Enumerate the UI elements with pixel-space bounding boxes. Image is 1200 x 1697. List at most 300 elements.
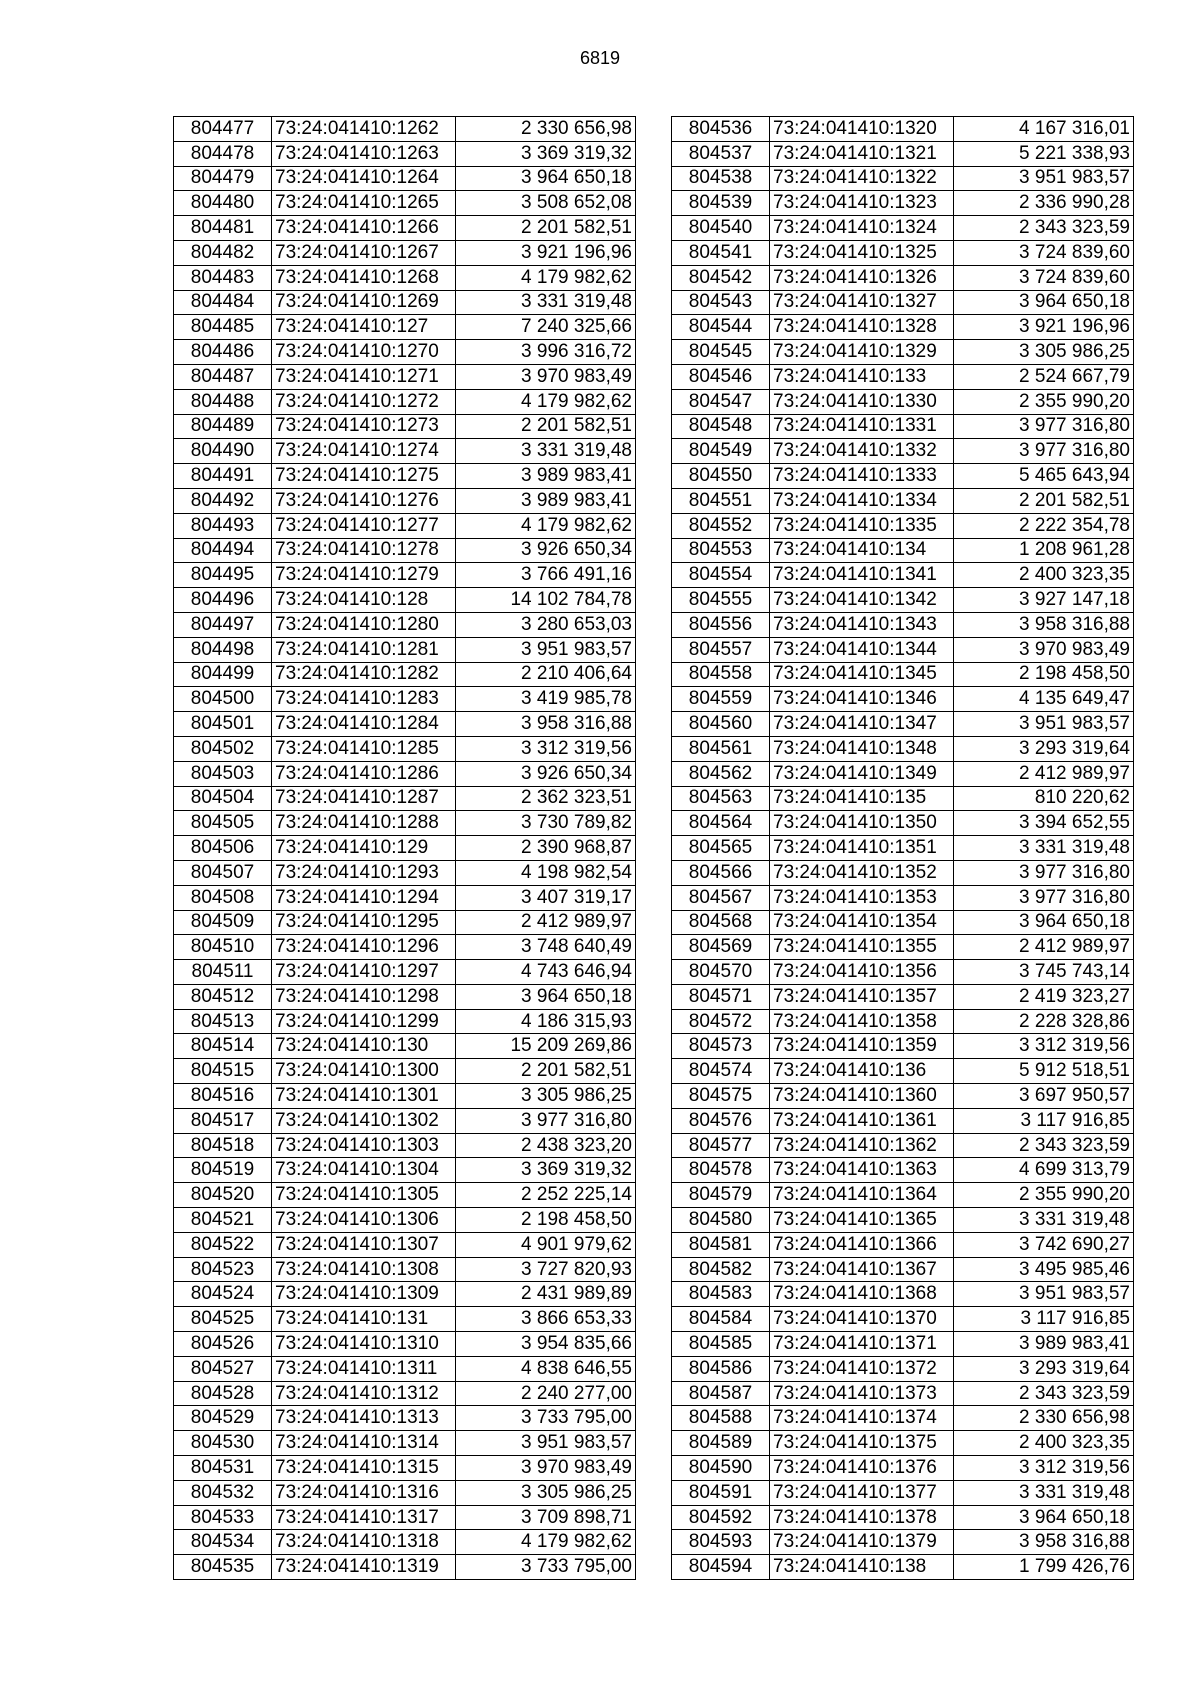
table-row [672,1208,1134,1233]
cadastral-number-cell: 73:24:041410:1329 [770,340,954,365]
cadastral-number-cell: 73:24:041410:1343 [770,612,954,637]
value-cell: 2 355 990,20 [954,389,1134,414]
cadastral-number-cell: 73:24:041410:1379 [770,1530,954,1555]
cadastral-number-cell: 73:24:041410:1355 [770,935,954,960]
table-row [174,1133,636,1158]
value-cell: 5 465 643,94 [954,464,1134,489]
row-number-cell: 804562 [672,761,770,786]
table-row [672,736,1134,761]
cadastral-number-cell: 73:24:041410:1310 [272,1332,456,1357]
value-cell: 3 312 319,56 [456,736,636,761]
cadastral-number-cell: 73:24:041410:129 [272,836,456,861]
cadastral-number-cell: 73:24:041410:1333 [770,464,954,489]
value-cell: 3 951 983,57 [954,1282,1134,1307]
row-number-cell: 804541 [672,240,770,265]
table-row [672,1133,1134,1158]
value-cell: 3 724 839,60 [954,265,1134,290]
row-number-cell: 804527 [174,1356,272,1381]
table-row [174,761,636,786]
row-number-cell: 804548 [672,414,770,439]
value-cell: 2 355 990,20 [954,1183,1134,1208]
row-number-cell: 804504 [174,786,272,811]
row-number-cell: 804493 [174,513,272,538]
value-cell: 3 697 950,57 [954,1084,1134,1109]
row-number-cell: 804495 [174,563,272,588]
cadastral-number-cell: 73:24:041410:134 [770,538,954,563]
table-row [174,1381,636,1406]
row-number-cell: 804510 [174,935,272,960]
cadastral-number-cell: 73:24:041410:1362 [770,1133,954,1158]
value-cell: 3 369 319,32 [456,141,636,166]
value-cell: 3 866 653,33 [456,1307,636,1332]
row-number-cell: 804584 [672,1307,770,1332]
value-cell: 3 331 319,48 [954,1480,1134,1505]
value-cell: 810 220,62 [954,786,1134,811]
registry-table-right-body [672,117,1134,1580]
row-number-cell: 804592 [672,1505,770,1530]
cadastral-number-cell: 73:24:041410:1270 [272,340,456,365]
table-row [174,836,636,861]
value-cell: 3 709 898,71 [456,1505,636,1530]
value-cell: 2 210 406,64 [456,662,636,687]
cadastral-number-cell: 73:24:041410:1371 [770,1332,954,1357]
row-number-cell: 804590 [672,1456,770,1481]
table-row [174,1257,636,1282]
row-number-cell: 804587 [672,1381,770,1406]
row-number-cell: 804583 [672,1282,770,1307]
cadastral-number-cell: 73:24:041410:1328 [770,315,954,340]
value-cell: 3 951 983,57 [456,637,636,662]
table-row [174,464,636,489]
table-row [174,786,636,811]
value-cell: 2 201 582,51 [456,414,636,439]
value-cell: 3 733 795,00 [456,1406,636,1431]
row-number-cell: 804477 [174,117,272,142]
row-number-cell: 804571 [672,984,770,1009]
cadastral-number-cell: 73:24:041410:1296 [272,935,456,960]
row-number-cell: 804506 [174,836,272,861]
cadastral-number-cell: 73:24:041410:1316 [272,1480,456,1505]
value-cell: 2 201 582,51 [456,1059,636,1084]
row-number-cell: 804519 [174,1158,272,1183]
cadastral-number-cell: 73:24:041410:1374 [770,1406,954,1431]
row-number-cell: 804575 [672,1084,770,1109]
row-number-cell: 804573 [672,1034,770,1059]
table-row [174,687,636,712]
table-row [174,191,636,216]
row-number-cell: 804500 [174,687,272,712]
row-number-cell: 804534 [174,1530,272,1555]
value-cell: 3 745 743,14 [954,960,1134,985]
row-number-cell: 804484 [174,290,272,315]
cadastral-number-cell: 73:24:041410:1301 [272,1084,456,1109]
value-cell: 2 343 323,59 [954,216,1134,241]
cadastral-number-cell: 73:24:041410:1356 [770,960,954,985]
cadastral-number-cell: 73:24:041410:1275 [272,464,456,489]
cadastral-number-cell: 73:24:041410:1332 [770,439,954,464]
value-cell: 3 419 985,78 [456,687,636,712]
value-cell: 3 293 319,64 [954,736,1134,761]
value-cell: 3 748 640,49 [456,935,636,960]
row-number-cell: 804481 [174,216,272,241]
table-row [672,588,1134,613]
cadastral-number-cell: 73:24:041410:1281 [272,637,456,662]
value-cell: 3 312 319,56 [954,1456,1134,1481]
value-cell: 5 221 338,93 [954,141,1134,166]
cadastral-number-cell: 73:24:041410:1272 [272,389,456,414]
value-cell: 3 508 652,08 [456,191,636,216]
value-cell: 2 252 225,14 [456,1183,636,1208]
cadastral-number-cell: 73:24:041410:1264 [272,166,456,191]
page-number: 6819 [579,48,621,68]
table-row [174,1084,636,1109]
value-cell: 4 838 646,55 [456,1356,636,1381]
value-cell: 3 964 650,18 [954,1505,1134,1530]
table-row [174,910,636,935]
value-cell: 2 412 989,97 [954,935,1134,960]
value-cell: 3 964 650,18 [954,290,1134,315]
cadastral-number-cell: 73:24:041410:1370 [770,1307,954,1332]
cadastral-number-cell: 73:24:041410:1353 [770,885,954,910]
cadastral-number-cell: 73:24:041410:1285 [272,736,456,761]
row-number-cell: 804565 [672,836,770,861]
value-cell: 4 135 649,47 [954,687,1134,712]
cadastral-number-cell: 73:24:041410:1286 [272,761,456,786]
row-number-cell: 804487 [174,364,272,389]
cadastral-number-cell: 73:24:041410:1347 [770,712,954,737]
value-cell: 3 964 650,18 [456,166,636,191]
table-row [174,935,636,960]
table-row [672,513,1134,538]
cadastral-number-cell: 73:24:041410:1308 [272,1257,456,1282]
row-number-cell: 804498 [174,637,272,662]
value-cell: 3 331 319,48 [456,439,636,464]
table-row [672,439,1134,464]
cadastral-number-cell: 73:24:041410:1280 [272,612,456,637]
row-number-cell: 804577 [672,1133,770,1158]
row-number-cell: 804547 [672,389,770,414]
cadastral-number-cell: 73:24:041410:1378 [770,1505,954,1530]
value-cell: 3 989 983,41 [456,488,636,513]
value-cell: 4 186 315,93 [456,1009,636,1034]
row-number-cell: 804511 [174,960,272,985]
table-row [672,712,1134,737]
row-number-cell: 804480 [174,191,272,216]
table-row [174,984,636,1009]
cadastral-number-cell: 73:24:041410:1276 [272,488,456,513]
value-cell: 4 179 982,62 [456,1530,636,1555]
cadastral-number-cell: 73:24:041410:1278 [272,538,456,563]
value-cell: 2 412 989,97 [456,910,636,935]
cadastral-number-cell: 73:24:041410:1317 [272,1505,456,1530]
cadastral-number-cell: 73:24:041410:135 [770,786,954,811]
value-cell: 3 989 983,41 [954,1332,1134,1357]
cadastral-number-cell: 73:24:041410:1322 [770,166,954,191]
cadastral-number-cell: 73:24:041410:1263 [272,141,456,166]
table-row [672,563,1134,588]
value-cell: 3 977 316,80 [954,439,1134,464]
table-row [672,1406,1134,1431]
value-cell: 2 201 582,51 [456,216,636,241]
cadastral-number-cell: 73:24:041410:1326 [770,265,954,290]
value-cell: 2 343 323,59 [954,1133,1134,1158]
table-row [174,960,636,985]
row-number-cell: 804502 [174,736,272,761]
row-number-cell: 804544 [672,315,770,340]
row-number-cell: 804479 [174,166,272,191]
value-cell: 3 954 835,66 [456,1332,636,1357]
cadastral-number-cell: 73:24:041410:1327 [770,290,954,315]
cadastral-number-cell: 73:24:041410:1313 [272,1406,456,1431]
table-row [174,885,636,910]
table-row [174,662,636,687]
row-number-cell: 804558 [672,662,770,687]
value-cell: 2 524 667,79 [954,364,1134,389]
table-row [672,464,1134,489]
table-row [174,364,636,389]
cadastral-number-cell: 73:24:041410:133 [770,364,954,389]
value-cell: 2 201 582,51 [954,488,1134,513]
cadastral-number-cell: 73:24:041410:1324 [770,216,954,241]
row-number-cell: 804546 [672,364,770,389]
cadastral-number-cell: 73:24:041410:1348 [770,736,954,761]
table-row [174,1505,636,1530]
value-cell: 2 330 656,98 [456,117,636,142]
cadastral-number-cell: 73:24:041410:1279 [272,563,456,588]
row-number-cell: 804582 [672,1257,770,1282]
row-number-cell: 804482 [174,240,272,265]
table-row [174,811,636,836]
table-row [672,1158,1134,1183]
cadastral-number-cell: 73:24:041410:138 [770,1555,954,1580]
row-number-cell: 804514 [174,1034,272,1059]
row-number-cell: 804529 [174,1406,272,1431]
table-row [672,910,1134,935]
table-row [672,1356,1134,1381]
table-row [174,439,636,464]
row-number-cell: 804499 [174,662,272,687]
row-number-cell: 804550 [672,464,770,489]
table-row [174,1232,636,1257]
value-cell: 4 167 316,01 [954,117,1134,142]
value-cell: 3 117 916,85 [954,1307,1134,1332]
cadastral-number-cell: 73:24:041410:1346 [770,687,954,712]
row-number-cell: 804486 [174,340,272,365]
cadastral-number-cell: 73:24:041410:1309 [272,1282,456,1307]
value-cell: 3 331 319,48 [954,1208,1134,1233]
cadastral-number-cell: 73:24:041410:1341 [770,563,954,588]
table-row [174,1406,636,1431]
value-cell: 4 179 982,62 [456,513,636,538]
row-number-cell: 804516 [174,1084,272,1109]
table-row [174,1158,636,1183]
cadastral-number-cell: 73:24:041410:1288 [272,811,456,836]
row-number-cell: 804580 [672,1208,770,1233]
cadastral-number-cell: 73:24:041410:1359 [770,1034,954,1059]
table-row [174,1307,636,1332]
table-row [672,1381,1134,1406]
table-row [174,265,636,290]
row-number-cell: 804521 [174,1208,272,1233]
row-number-cell: 804559 [672,687,770,712]
table-row [672,364,1134,389]
table-row [174,1009,636,1034]
row-number-cell: 804572 [672,1009,770,1034]
row-number-cell: 804569 [672,935,770,960]
row-number-cell: 804526 [174,1332,272,1357]
value-cell: 2 198 458,50 [954,662,1134,687]
value-cell: 2 198 458,50 [456,1208,636,1233]
cadastral-number-cell: 73:24:041410:1314 [272,1431,456,1456]
cadastral-number-cell: 73:24:041410:1335 [770,513,954,538]
cadastral-number-cell: 73:24:041410:136 [770,1059,954,1084]
cadastral-number-cell: 73:24:041410:131 [272,1307,456,1332]
row-number-cell: 804505 [174,811,272,836]
value-cell: 3 742 690,27 [954,1232,1134,1257]
table-row [672,1530,1134,1555]
value-cell: 3 921 196,96 [456,240,636,265]
table-row [672,240,1134,265]
cadastral-number-cell: 73:24:041410:1300 [272,1059,456,1084]
value-cell: 1 799 426,76 [954,1555,1134,1580]
table-row [174,860,636,885]
value-cell: 4 179 982,62 [456,389,636,414]
cadastral-number-cell: 73:24:041410:1282 [272,662,456,687]
value-cell: 3 958 316,88 [954,1530,1134,1555]
cadastral-number-cell: 73:24:041410:1357 [770,984,954,1009]
value-cell: 3 921 196,96 [954,315,1134,340]
value-cell: 3 977 316,80 [954,885,1134,910]
row-number-cell: 804533 [174,1505,272,1530]
cadastral-number-cell: 73:24:041410:1265 [272,191,456,216]
row-number-cell: 804549 [672,439,770,464]
cadastral-number-cell: 73:24:041410:1294 [272,885,456,910]
row-number-cell: 804536 [672,117,770,142]
value-cell: 5 912 518,51 [954,1059,1134,1084]
cadastral-number-cell: 73:24:041410:1287 [272,786,456,811]
row-number-cell: 804523 [174,1257,272,1282]
cadastral-number-cell: 73:24:041410:1325 [770,240,954,265]
cadastral-number-cell: 73:24:041410:1351 [770,836,954,861]
row-number-cell: 804543 [672,290,770,315]
row-number-cell: 804574 [672,1059,770,1084]
table-row [174,1034,636,1059]
value-cell: 3 727 820,93 [456,1257,636,1282]
value-cell: 2 400 323,35 [954,1431,1134,1456]
value-cell: 3 970 983,49 [954,637,1134,662]
table-row [672,488,1134,513]
row-number-cell: 804515 [174,1059,272,1084]
table-row [174,1282,636,1307]
cadastral-number-cell: 73:24:041410:1304 [272,1158,456,1183]
cadastral-number-cell: 73:24:041410:127 [272,315,456,340]
table-row [672,191,1134,216]
table-row [672,538,1134,563]
row-number-cell: 804579 [672,1183,770,1208]
table-row [174,240,636,265]
value-cell: 2 222 354,78 [954,513,1134,538]
row-number-cell: 804589 [672,1431,770,1456]
row-number-cell: 804537 [672,141,770,166]
row-number-cell: 804553 [672,538,770,563]
table-row [174,414,636,439]
table-row [672,637,1134,662]
cadastral-number-cell: 73:24:041410:1295 [272,910,456,935]
table-row [174,513,636,538]
row-number-cell: 804520 [174,1183,272,1208]
table-row [672,141,1134,166]
value-cell: 2 438 323,20 [456,1133,636,1158]
table-row [672,340,1134,365]
value-cell: 4 743 646,94 [456,960,636,985]
cadastral-number-cell: 73:24:041410:1305 [272,1183,456,1208]
table-row [672,811,1134,836]
row-number-cell: 804576 [672,1108,770,1133]
cadastral-number-cell: 73:24:041410:1303 [272,1133,456,1158]
table-row [672,1232,1134,1257]
value-cell: 3 958 316,88 [954,612,1134,637]
value-cell: 3 926 650,34 [456,761,636,786]
row-number-cell: 804531 [174,1456,272,1481]
value-cell: 3 964 650,18 [456,984,636,1009]
cadastral-number-cell: 73:24:041410:1375 [770,1431,954,1456]
row-number-cell: 804551 [672,488,770,513]
table-row [174,216,636,241]
table-row [672,662,1134,687]
value-cell: 3 724 839,60 [954,240,1134,265]
table-row [174,315,636,340]
cadastral-number-cell: 73:24:041410:1283 [272,687,456,712]
cadastral-number-cell: 73:24:041410:1361 [770,1108,954,1133]
cadastral-number-cell: 73:24:041410:1364 [770,1183,954,1208]
table-row [672,1084,1134,1109]
row-number-cell: 804564 [672,811,770,836]
row-number-cell: 804507 [174,860,272,885]
value-cell: 2 330 656,98 [954,1406,1134,1431]
value-cell: 3 312 319,56 [954,1034,1134,1059]
table-row [672,1257,1134,1282]
table-row [174,612,636,637]
cadastral-number-cell: 73:24:041410:1360 [770,1084,954,1109]
value-cell: 4 699 313,79 [954,1158,1134,1183]
value-cell: 3 977 316,80 [954,414,1134,439]
table-row [672,1480,1134,1505]
value-cell: 3 970 983,49 [456,1456,636,1481]
table-row [174,166,636,191]
row-number-cell: 804578 [672,1158,770,1183]
table-row [672,265,1134,290]
table-row [174,1456,636,1481]
cadastral-number-cell: 73:24:041410:1274 [272,439,456,464]
table-row [672,687,1134,712]
cadastral-number-cell: 73:24:041410:1267 [272,240,456,265]
cadastral-number-cell: 73:24:041410:1334 [770,488,954,513]
value-cell: 2 362 323,51 [456,786,636,811]
cadastral-number-cell: 73:24:041410:1311 [272,1356,456,1381]
table-row [672,290,1134,315]
table-row [174,1480,636,1505]
cadastral-number-cell: 73:24:041410:1302 [272,1108,456,1133]
table-row [174,637,636,662]
value-cell: 3 733 795,00 [456,1555,636,1580]
cadastral-number-cell: 73:24:041410:1345 [770,662,954,687]
value-cell: 2 343 323,59 [954,1381,1134,1406]
value-cell: 3 730 789,82 [456,811,636,836]
table-row [174,1183,636,1208]
value-cell: 3 305 986,25 [954,340,1134,365]
value-cell: 3 280 653,03 [456,612,636,637]
row-number-cell: 804517 [174,1108,272,1133]
